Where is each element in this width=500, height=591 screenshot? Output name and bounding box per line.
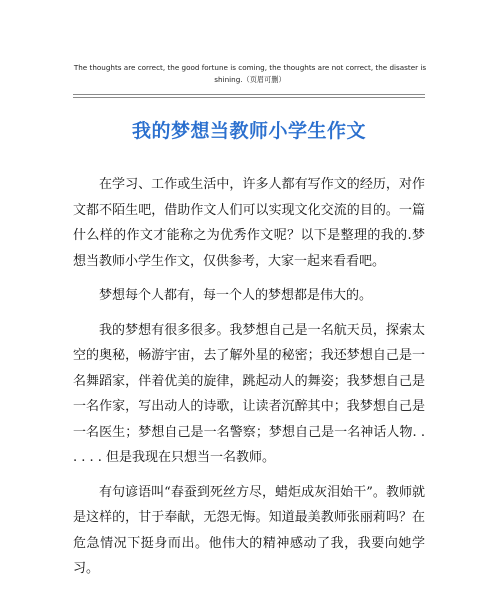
paragraph-my-dreams: 我的梦想有很多很多。我梦想自己是一名航天员，探索太空的奥秘，畅游宇宙，去了解外星的秘密；我还梦想自己是一名舞蹈家，伴着优美的旋律，跳起动人的舞姿；我梦想自己是一名作家，写出动人的诗歌，让读者沉醉其中；我梦想自己是一名医生；梦想自己是一名警察；梦想自己是一名神话人物. . . . . . 但是我现在只想当一名教师。 <box>73 322 425 465</box>
paragraph-intro: 在学习、工作或生活中，许多人都有写作文的经历，对作文都不陌生吧，借助作文人们可以实现文化交流的目的。一篇什么样的作文才能称之为优秀作文呢？以下是整理的我的.梦想当教师小学生作文，仅供参考，大家一起来看看吧。 <box>73 177 425 269</box>
paragraph-teacher-saying: 有句谚语叫“春蚕到死丝方尽，蜡炬成灰泪始干”。教师就是这样的，甘于奉献，无怨无悔。知道最美教师张丽莉吗？在危急情况下挺身而出。他伟大的精神感动了我，我要向她学习。 <box>73 484 425 576</box>
header-divider-bottom <box>73 97 425 98</box>
document-title: 我的梦想当教师小学生作文 <box>131 120 366 142</box>
page-header-slogan: The thoughts are correct, the good fortune is coming, the thoughts are not correct, the disaster is shining.（页眉可删） <box>73 63 427 84</box>
paragraph-dream-everyone: 梦想每个人都有，每一个人的梦想都是伟大的。 <box>99 288 373 303</box>
header-divider-top <box>73 94 425 95</box>
document-body <box>73 172 425 591</box>
